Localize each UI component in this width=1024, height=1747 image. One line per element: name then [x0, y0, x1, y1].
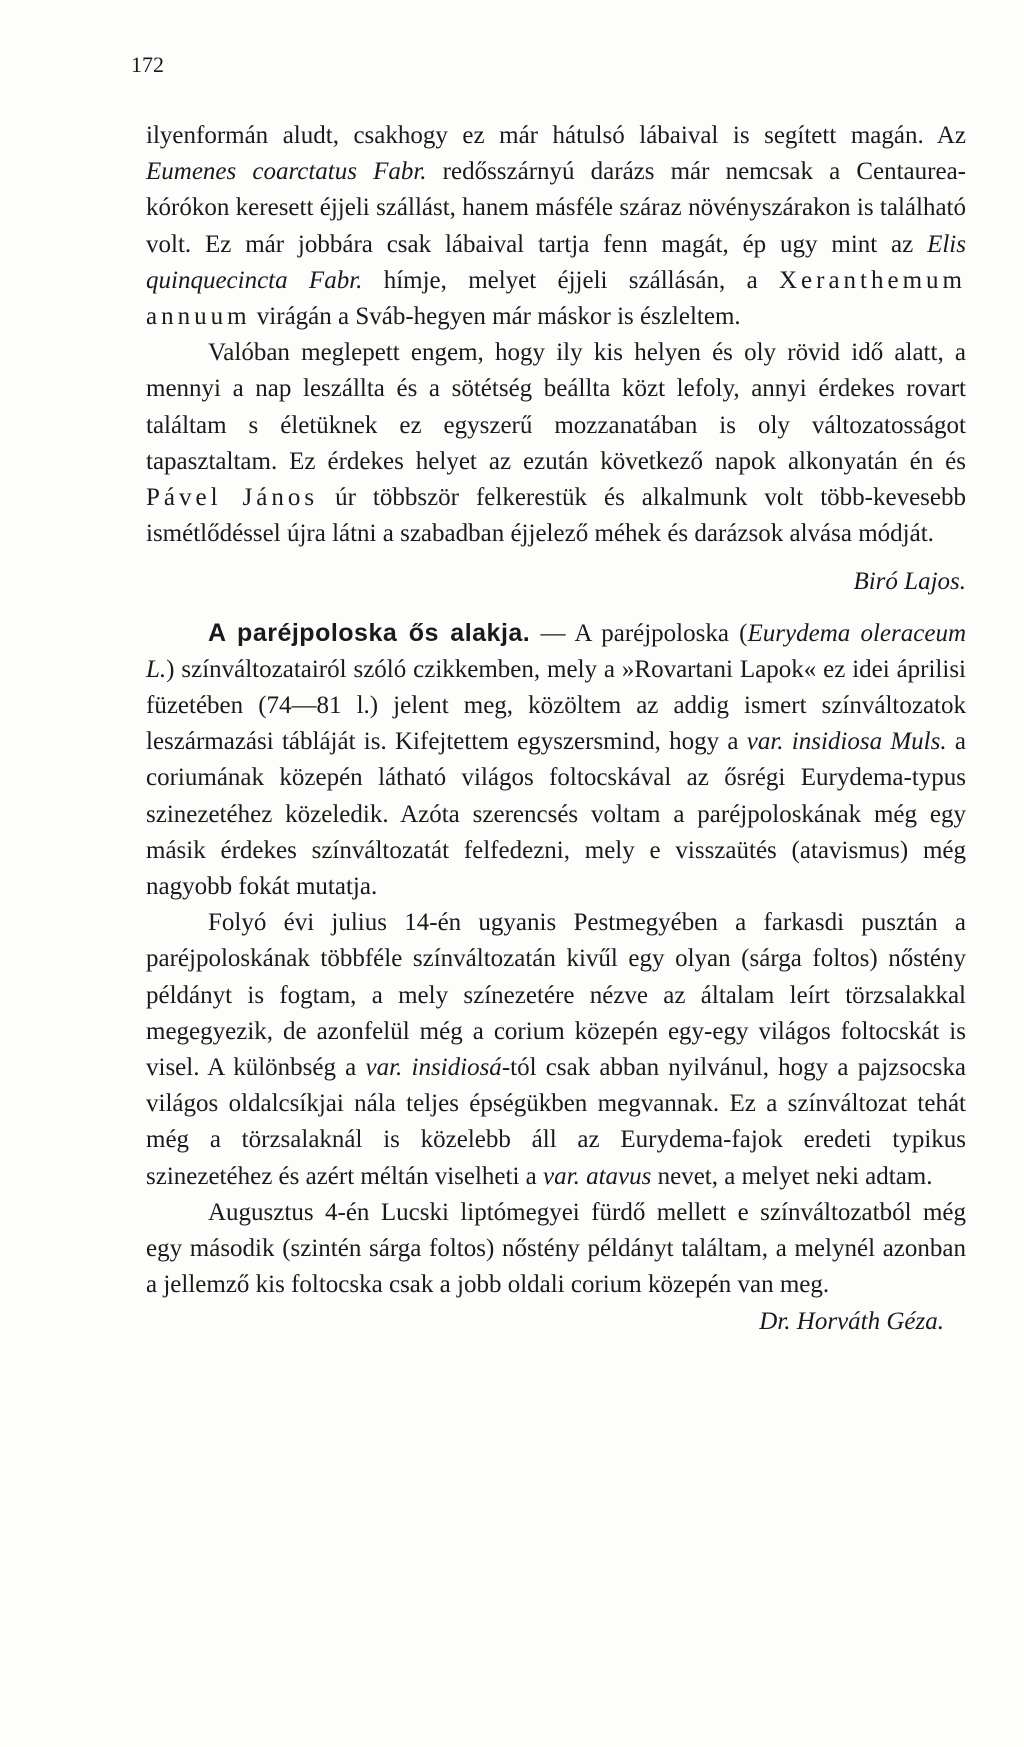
text-run: ) színváltozatairól szóló czikkemben, mely a »Rovartani Lapok« ez idei áprilisi füzetében (74—81 l.) jelent meg, közöltem az addig ismert színváltozatok leszármazási tábláját is. Kifejtettem egyszersmind, hogy a	[146, 655, 966, 756]
text-run: — A paréjpoloska (	[530, 619, 748, 647]
article2-paragraph-2	[146, 905, 966, 1195]
text-run: Valóban meglepett engem, hogy ily kis helyen és oly rövid idő alatt, a mennyi a nap leszállta és a sötétség beállta közt lefoly, annyi érdekes rovart találtam s életüknek ez egyszerű mozzanatában is oly változatosságot tapasztaltam. Ez érdekes helyet az ezután következő napok alkonyatán én és	[146, 339, 966, 475]
variety-name: var. insidiosá	[365, 1054, 502, 1082]
page-number: 172	[131, 52, 164, 77]
article1-paragraph-1	[146, 118, 966, 335]
plant-name: Xeranthemum annuum	[146, 266, 966, 331]
text-run: Folyó évi julius 14-én ugyanis Pestmegyében a farkasdi pusztán a paréjpoloskának többféle színváltozatán kivűl egy olyan (sárga foltos) nőstény példányt is fogtam, a mely színezetére nézve az általam leírt törzsalakkal megegyezik, de azonfelül még a corium közepén egy-egy világos foltocskát is visel. A különbség a	[146, 909, 966, 1082]
species-name: Eumenes coarctatus Fabr.	[146, 158, 427, 186]
article2-paragraph-1	[146, 615, 966, 906]
article1-paragraph-2	[146, 335, 966, 552]
text-run: redősszárnyú darázs már nemcsak a Centaurea-kórókon keresett éjjeli szállást, hanem másféle száraz növényszárakon is található volt. Ez már jobbára csak lábaival tartja fenn magát, ép ugy mint az	[146, 158, 966, 258]
text-run: hímje, melyet éjjeli szállásán, a	[362, 266, 779, 294]
variety-name: var. atavus	[543, 1162, 652, 1190]
text-run: -tól csak abban nyilvánul, hogy a pajzsocska világos oldalcsíkjai nála teljes épségükben megvannak. Ez a színváltozat tehát még a törzsalaknál is közelebb áll az Eurydema-fajok eredeti typikus szinezetéhez és azért méltán viselheti a	[146, 1054, 966, 1190]
article-heading: A paréjpoloska ős alakja.	[208, 618, 531, 647]
page-body	[146, 118, 966, 1340]
article2-paragraph-3: Augusztus 4-én Lucski liptómegyei fürdő mellett e színváltozatból még egy második (szintén sárga foltos) nőstény példányt találtam, a melynél azonban a jellemző kis foltocska csak a jobb oldali corium közepén van meg.	[146, 1198, 966, 1299]
text-run: úr többször felkerestük és alkalmunk volt több-kevesebb ismétlődéssel újra látni a szabadban éjjelező méhek és darázsok alvása módját.	[146, 484, 966, 548]
article2-signature: Dr. Horváth Géza.	[759, 1307, 944, 1335]
species-name: Elis quinquecincta Fabr.	[146, 230, 966, 294]
article1-signature: Biró Lajos.	[853, 568, 966, 596]
text-run: virágán a Sváb-hegyen már máskor is észleltem.	[250, 303, 741, 331]
species-name: Eurydema oleraceum L.	[146, 619, 967, 683]
text-run: a coriumának közepén látható világos foltocskával az ősrégi Eurydema-typus szinezetéhez közeledik. Azóta szerencsés voltam a paréjpoloskának még egy másik érdekes színváltozatát felfedezni, mely e visszaütés (atavismus) még nagyobb fokát mutatja.	[146, 728, 966, 901]
text-run: ilyenformán aludt, csakhogy ez már hátulsó lábaival is segített magán. Az	[146, 122, 966, 149]
variety-name: var. insidiosa Muls.	[746, 728, 947, 756]
text-run: nevet, a melyet neki adtam.	[651, 1162, 933, 1190]
person-name: Pável János	[146, 484, 319, 512]
